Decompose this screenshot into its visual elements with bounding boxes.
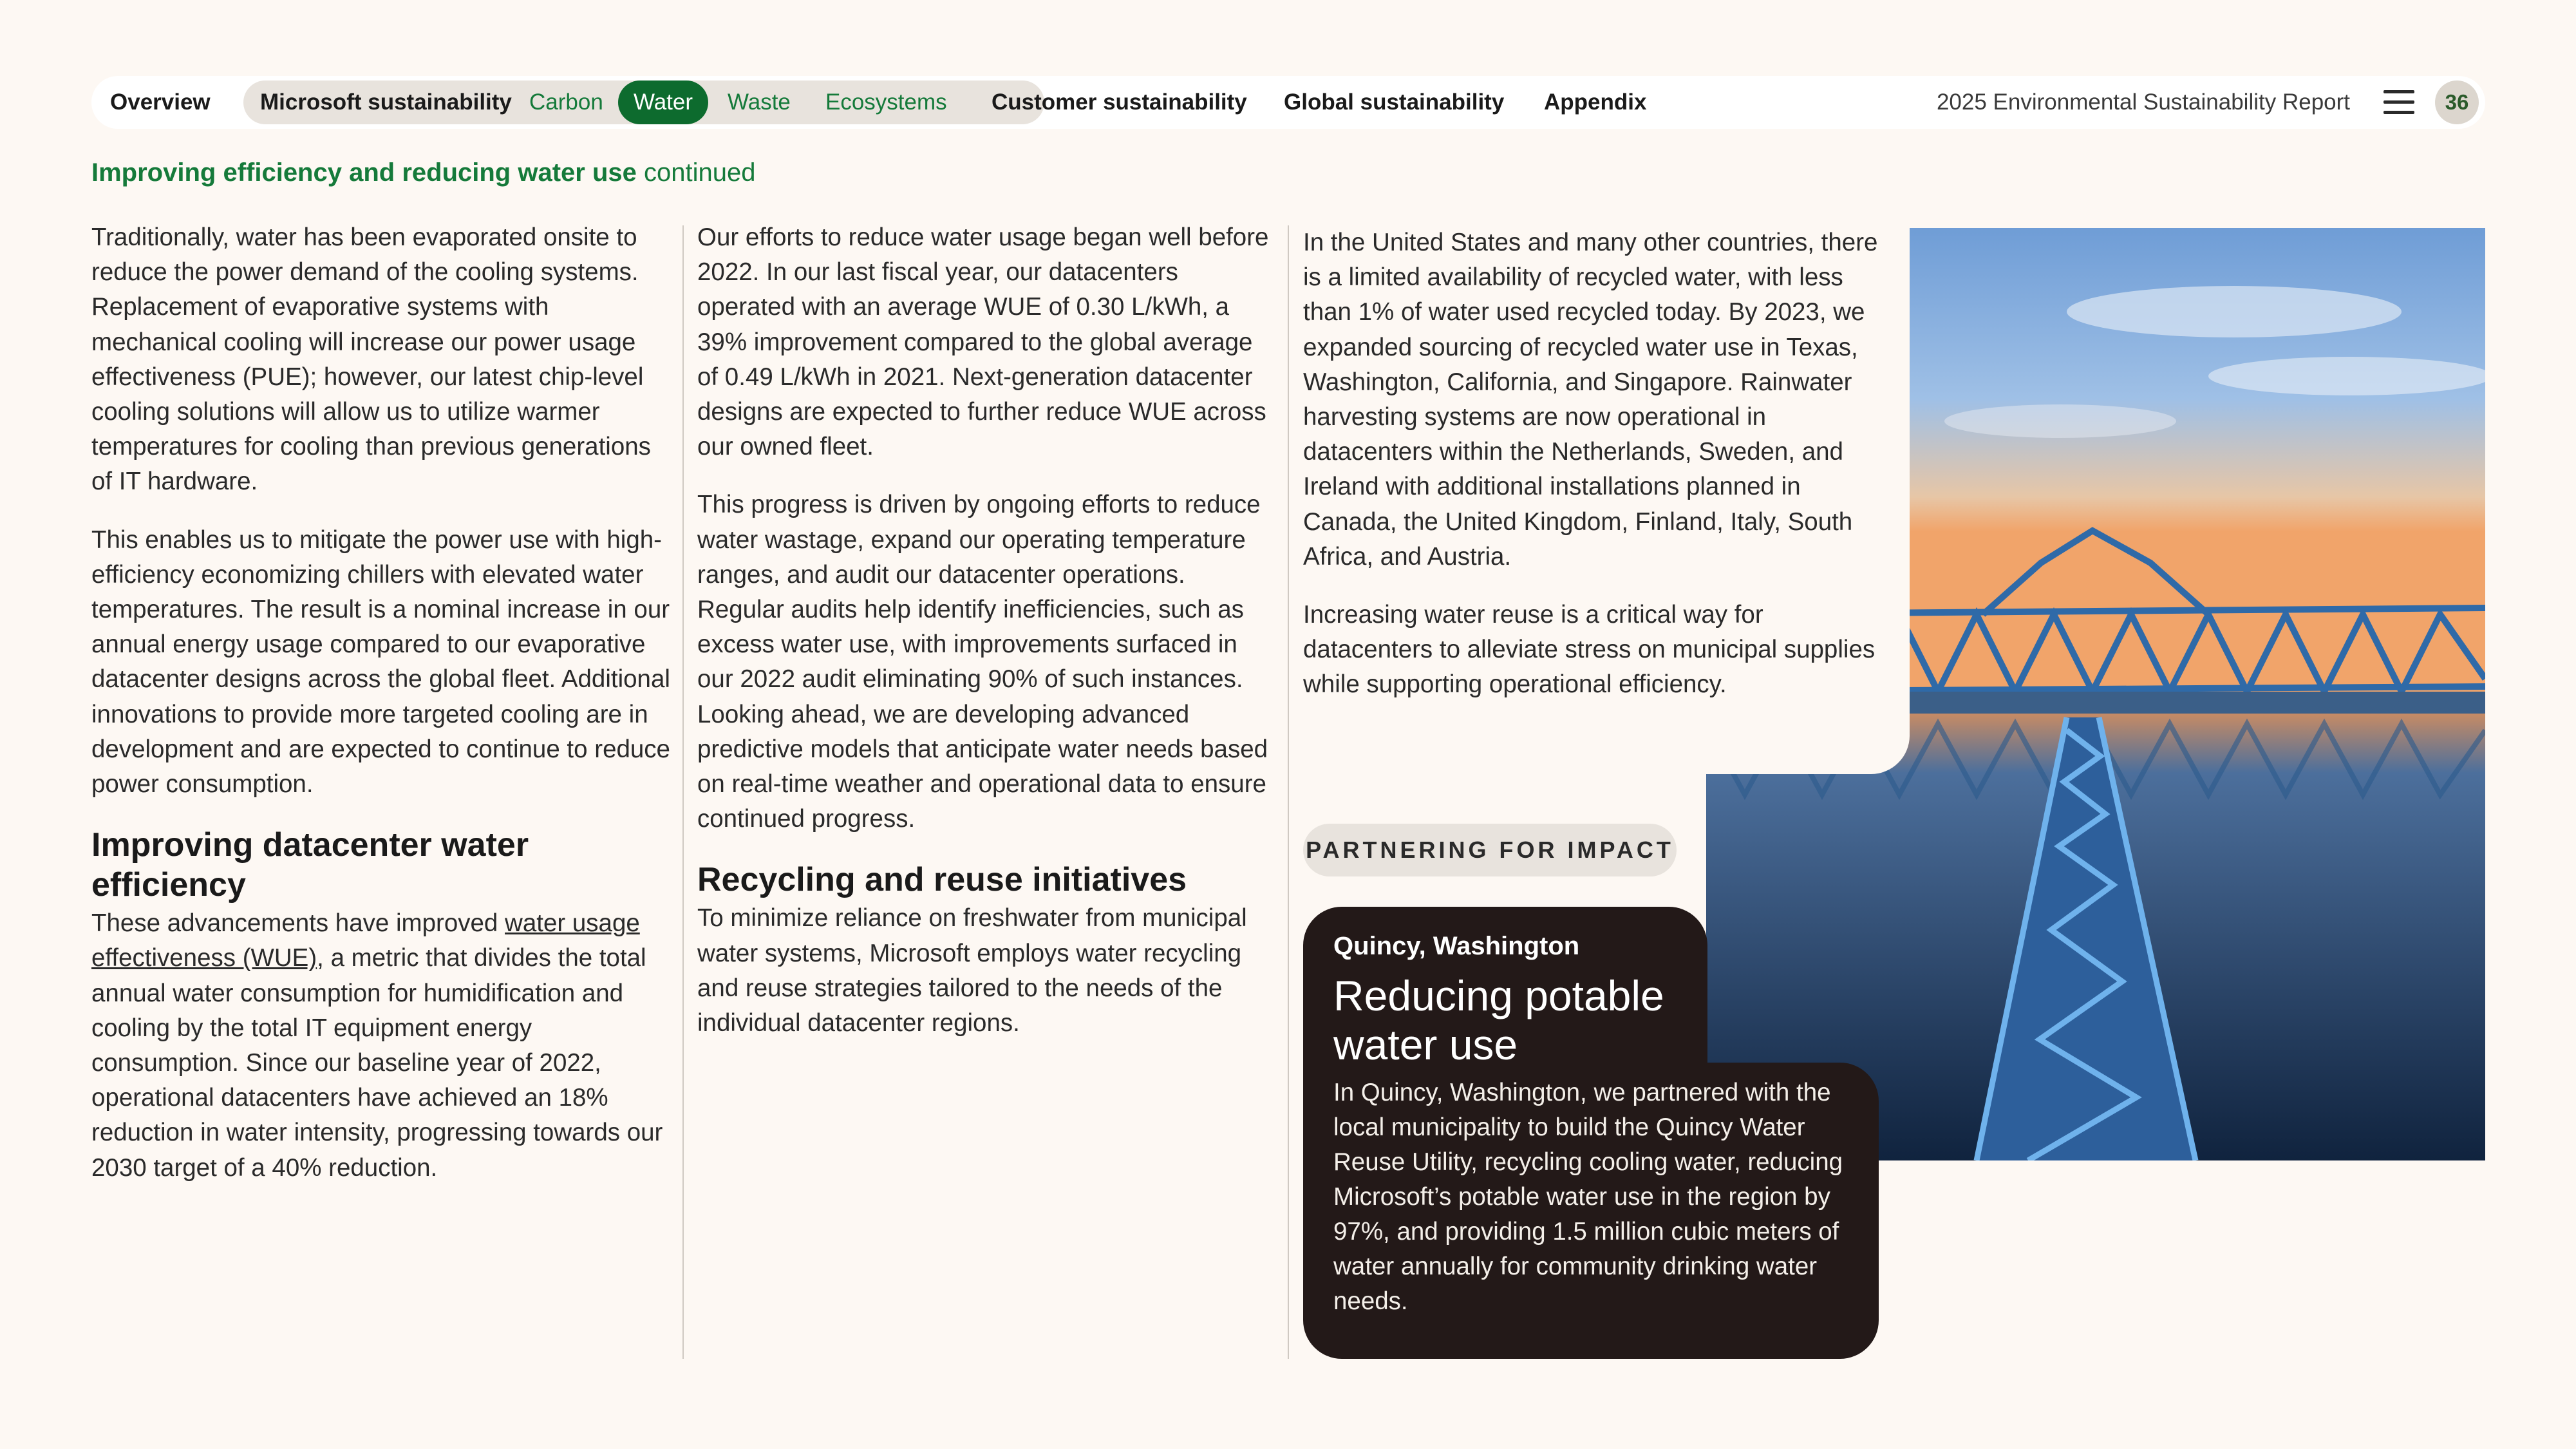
case-study-content: [1333, 927, 1861, 1319]
page-number-badge: 36: [2435, 80, 2479, 124]
text-run: , a metric that divides the total annual water consumption for humidification and cooling by the total IT equipment energy consumption. Since our baseline year of 2022, operational datacenters have achieved an 18% reduction in water intensity, progressing towards our 2030 target of a 40% reduction.: [91, 944, 663, 1182]
subheading-datacenter-water-efficiency: Improving datacenter water efficiency: [91, 826, 529, 904]
text-column-3: [1303, 225, 1895, 726]
paragraph: This enables us to mitigate the power use with high-efficiency economizing chillers with elevated water temperatures. The result is a nominal increase in our annual energy usage compared to our evaporative datacenter designs across the global fleet. Additional innovations to provide more targeted cooling are in development and are expected to continue to reduce power consumption.: [91, 526, 670, 799]
nav-global-sustainability[interactable]: Global sustainability: [1284, 90, 1505, 115]
top-nav: [91, 76, 2485, 129]
wue-link[interactable]: water usage effectiveness (WUE): [91, 909, 640, 972]
case-study-body: In Quincy, Washington, we partnered with the local municipality to build the Quincy Water Reuse Utility, recycling cooling water, reducing Microsoft’s potable water use in the region by 97%, and providing 1.5 million cubic meters of water annually for community drinking water needs.: [1333, 1079, 1843, 1315]
section-title: Improving efficiency and reducing water use: [91, 158, 637, 187]
paragraph-wue: [91, 906, 671, 1186]
paragraph: This progress is driven by ongoing efforts to reduce water wastage, expand our operating temperature ranges, and audit our datacenter operations. Regular audits help identify inefficiencies, such as excess water use, with improvements surfaced in our 2022 audit eliminating 90% of such instances. Looking ahead, we are developing advanced predictive models that anticipate water needs based on real-time weather and operational data to ensure continued progress.: [697, 491, 1268, 833]
paragraph: Increasing water reuse is a critical way for datacenters to alleviate stress on municipal supplies while supporting operational efficiency.: [1303, 601, 1876, 699]
text-column-2: [697, 220, 1277, 1064]
partnering-for-impact-badge: PARTNERING FOR IMPACT: [1303, 824, 1677, 876]
nav-sub-water-active[interactable]: Water: [618, 80, 708, 124]
subheading-recycling-reuse: Recycling and reuse initiatives: [697, 861, 1187, 899]
section-heading: [91, 158, 755, 187]
nav-overview[interactable]: Overview: [110, 90, 211, 115]
paragraph: In the United States and many other countries, there is a limited availability of recycled water, with less than 1% of water used recycled today. By 2023, we expanded sourcing of recycled water use in Texas, Washington, California, and Singapore. Rainwater harvesting systems are now operational in datacenters within the Netherlands, Sweden, and Ireland with additional installations planned in Canada, the United Kingdom, Finland, Italy, South Africa, and Austria.: [1303, 229, 1878, 571]
text-column-1: [91, 220, 671, 1209]
case-study-title: Reducing potable water use: [1333, 972, 1664, 1068]
paragraph: Traditionally, water has been evaporated onsite to reduce the power demand of the cooling systems. Replacement of evaporative systems with mechanical cooling will increase our power usage effectiveness (PUE); however, our latest chip-level cooling solutions will allow us to utilize warmer temperatures for cooling than previous generations of IT hardware.: [91, 223, 651, 496]
case-study-location: Quincy, Washington: [1333, 932, 1580, 960]
hamburger-menu-icon[interactable]: [2383, 90, 2414, 115]
nav-sub-ecosystems[interactable]: Ecosystems: [825, 90, 947, 115]
nav-microsoft-sustainability[interactable]: Microsoft sustainability: [260, 90, 512, 115]
nav-customer-sustainability[interactable]: Customer sustainability: [992, 90, 1247, 115]
nav-sub-waste[interactable]: Waste: [728, 90, 791, 115]
column-divider: [682, 225, 684, 1359]
text-run: These advancements have improved: [91, 909, 505, 938]
nav-appendix[interactable]: Appendix: [1544, 90, 1647, 115]
paragraph: To minimize reliance on freshwater from municipal water systems, Microsoft employs water recycling and reuse strategies tailored to the needs of the individual datacenter regions.: [697, 904, 1247, 1037]
report-title: 2025 Environmental Sustainability Report: [1936, 90, 2350, 115]
paragraph: Our efforts to reduce water usage began well before 2022. In our last fiscal year, our datacenters operated with an average WUE of 0.30 L/kWh, a 39% improvement compared to the global average of 0.49 L/kWh in 2021. Next-generation datacenter designs are expected to further reduce WUE across our owned fleet.: [697, 223, 1269, 461]
column-divider: [1288, 225, 1289, 1359]
section-continued: continued: [644, 158, 756, 187]
nav-sub-carbon[interactable]: Carbon: [529, 90, 603, 115]
